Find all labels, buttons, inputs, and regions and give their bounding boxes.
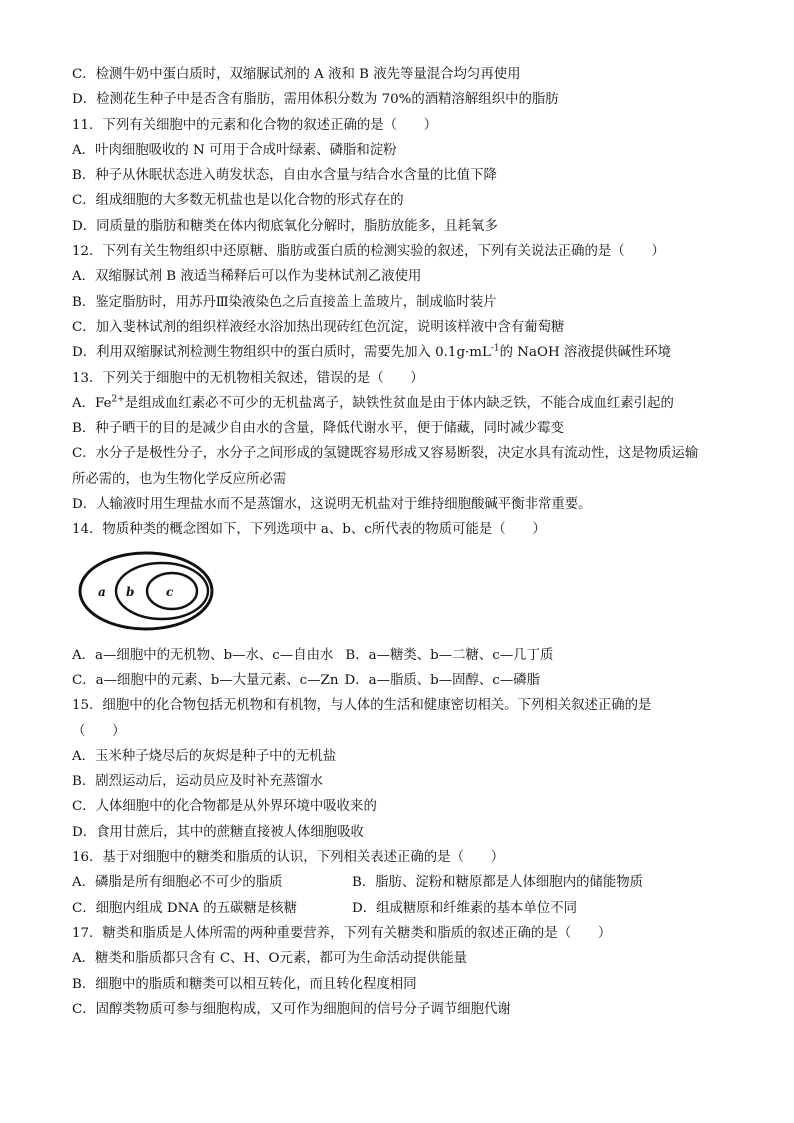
q15-stem: 15．细胞中的化合物包括无机物和有机物，与人体的生活和健康密切相关。下列相关叙述正确的是	[72, 698, 652, 714]
label-b: b	[126, 584, 135, 599]
q14-stem: 14．物质种类的概念图如下，下列选项中 a、b、c所代表的物质可能是（ ）	[72, 522, 546, 538]
q16-stem: 16．基于对细胞中的糖类和脂质的认识，下列相关表述正确的是（ ）	[72, 850, 505, 866]
q13-option-c-cont: 所必需的，也为生物化学反应所必需	[72, 471, 287, 487]
q16-option-c: C．细胞内组成 DNA 的五碳糖是核糖	[72, 900, 297, 916]
q13-option-a-text-2: 是组成血红素必不可少的无机盐离子，缺铁性贫血是由于体内缺乏铁，不能合成血红素引起的	[124, 395, 674, 411]
q14-options-row-2	[72, 668, 732, 693]
q16-option-d: D．组成糖原和纤维素的基本单位不同	[352, 900, 577, 916]
q13-option-a-sup: 2+	[111, 394, 125, 405]
q15-option-b: B．剧烈运动后，运动员应及时补充蒸馏水	[72, 774, 323, 790]
q12-option-c: C．加入斐林试剂的组织样液经水浴加热出现砖红色沉淀，说明该样液中含有葡萄糖	[72, 319, 565, 335]
q16-option-b: B．脂肪、淀粉和糖原都是人体细胞内的储能物质	[352, 875, 644, 891]
q14-option-c: C．a—细胞中的元素、b—大量元素、c—Zn	[72, 672, 339, 688]
q13-option-b: B．种子晒干的目的是减少自由水的含量，降低代谢水平，便于储藏，同时减少霉变	[72, 421, 564, 437]
q14-option-b: B．a—糖类、b—二糖、c—几丁质	[345, 647, 554, 663]
q14-option-d: D．a—脂质、b—固醇、c—磷脂	[344, 672, 540, 688]
q11-option-d: D．同质量的脂肪和糖类在体内彻底氧化分解时，脂肪放能多，且耗氧多	[72, 218, 498, 234]
q15-option-d: D．食用甘蔗后，其中的蔗糖直接被人体细胞吸收	[72, 824, 364, 840]
q12-option-d-text: D．利用双缩脲试剂检测生物组织中的蛋白质时，需要先加入 0.1g·mL	[72, 345, 491, 361]
nested-ellipses-diagram	[76, 549, 216, 633]
q16-options-row-2	[72, 896, 732, 921]
q17-option-a: A．糖类和脂质都只含有 C、H、O元素，都可为生命活动提供能量	[72, 951, 467, 967]
q13-stem: 13．下列关于细胞中的无机物相关叙述，错误的是（ ）	[72, 370, 424, 386]
q11-option-a: A．叶肉细胞吸收的 N 可用于合成叶绿素、磷脂和淀粉	[72, 142, 397, 158]
q12-option-d-text-2: 的 NaOH 溶液提供碱性环境	[499, 345, 672, 361]
q10-option-c: C．检测牛奶中蛋白质时，双缩脲试剂的 A 液和 B 液先等量混合均匀再使用	[72, 67, 521, 82]
q13-option-d: D．人输液时用生理盐水而不是蒸馏水，这说明无机盐对于维持细胞酸碱平衡非常重要。	[72, 497, 592, 513]
label-a: a	[98, 584, 106, 599]
q13-option-a	[72, 391, 732, 416]
exam-page	[72, 62, 732, 1022]
label-c: c	[166, 584, 174, 599]
q10-option-d: D．检测花生种子中是否含有脂肪，需用体积分数为 70%的酒精溶解组织中的脂肪	[72, 92, 559, 108]
q12-option-d-sup: -1	[490, 343, 500, 354]
q12-option-b: B．鉴定脂肪时，用苏丹Ⅲ染液染色之后直接盖上盖玻片，制成临时装片	[72, 294, 497, 310]
q15-option-c: C．人体细胞中的化合物都是从外界环境中吸收来的	[72, 799, 377, 815]
q11-stem: 11．下列有关细胞中的元素和化合物的叙述正确的是（ ）	[72, 117, 438, 133]
q17-option-c: C．固醇类物质可参与细胞构成，又可作为细胞间的信号分子调节细胞代谢	[72, 1001, 511, 1017]
q14-concept-figure	[72, 543, 732, 643]
q14-options-row-1	[72, 643, 732, 668]
q13-option-c: C．水分子是极性分子，水分子之间形成的氢键既容易形成又容易断裂，决定水具有流动性，这是物质运输	[72, 446, 699, 462]
q12-stem: 12．下列有关生物组织中还原糖、脂肪或蛋白质的检测实验的叙述，下列有关说法正确的是（ ）	[72, 244, 665, 260]
q13-option-a-text: A．Fe	[72, 395, 112, 411]
q17-stem: 17．糖类和脂质是人体所需的两种重要营养，下列有关糖类和脂质的叙述正确的是（ ）	[72, 925, 612, 941]
q16-options-row-1	[72, 870, 732, 895]
q12-option-d	[72, 340, 732, 365]
q11-option-c: C．组成细胞的大多数无机盐也是以化合物的形式存在的	[72, 193, 404, 209]
q16-option-a: A．磷脂是所有细胞必不可少的脂质	[72, 875, 283, 891]
q11-option-b: B．种子从休眠状态进入萌发状态，自由水含量与结合水含量的比值下降	[72, 168, 497, 184]
q14-option-a: A．a—细胞中的无机物、b—水、c—自由水	[72, 647, 334, 663]
q15-stem-cont: （ ）	[72, 723, 126, 739]
q15-option-a: A．玉米种子烧尽后的灰烬是种子中的无机盐	[72, 748, 337, 764]
q17-option-b: B．细胞中的脂质和糖类可以相互转化，而且转化程度相同	[72, 976, 417, 992]
q12-option-a: A．双缩脲试剂 B 液适当稀释后可以作为斐林试剂乙液使用	[72, 269, 422, 285]
